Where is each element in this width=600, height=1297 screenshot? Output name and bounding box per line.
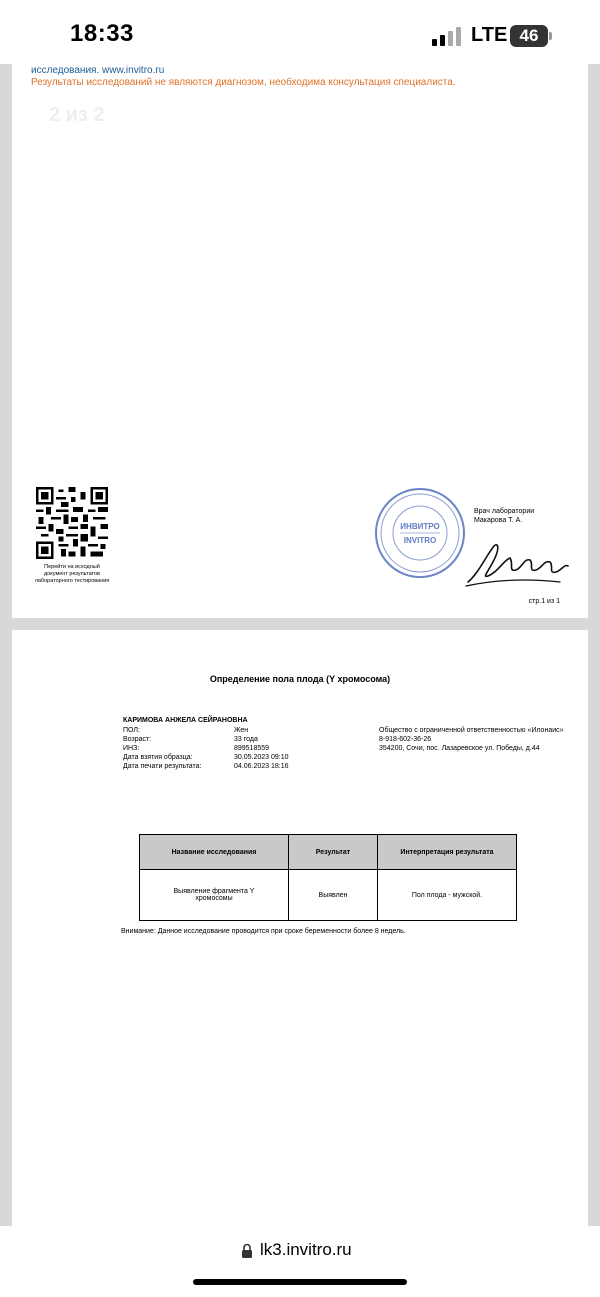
- cell-result: Выявлен: [289, 870, 378, 921]
- table-header-row: [140, 835, 517, 870]
- faint-page-counter: 2 из 2: [49, 104, 105, 126]
- lock-icon: [241, 1243, 253, 1259]
- status-bar: [0, 0, 600, 64]
- qr-code[interactable]: [36, 487, 108, 559]
- svg-text:INVITRO: INVITRO: [403, 536, 437, 545]
- invitro-link[interactable]: www.invitro.ru: [102, 65, 165, 76]
- notice-text: исследования. www.invitro.ru: [31, 65, 165, 76]
- cell-interpretation: Пол плода - мужской.: [378, 870, 517, 921]
- disclaimer-text: Результаты исследований не являются диагнозом, необходима консультация специалиста.: [31, 77, 456, 88]
- qr-caption: Перейти на исходный документ результатов лабораторного тестирования: [34, 564, 110, 584]
- doctor-signature: [464, 534, 572, 590]
- attention-note: Внимание: Данное исследование проводится при сроке беременности более 8 недель.: [121, 928, 406, 935]
- results-table: [139, 834, 517, 921]
- clinic-address: 354200, Сочи, пос. Лазаревское ул. Победы, д.44: [379, 745, 540, 752]
- column-header-interpretation: Интерпретация результата: [378, 835, 517, 870]
- clinic-info: [379, 726, 564, 753]
- patient-field-labels: ПОЛ: Возраст: ИНЗ: Дата взятия образца: Дата печати результата:: [123, 727, 202, 770]
- page-number: стр.1 из 1: [528, 598, 560, 605]
- cell-test-name: Выявление фрагмента Y хромосомы: [140, 870, 289, 921]
- clinic-phone: 8-918-602-36-26: [379, 736, 432, 743]
- patient-field-values: Жен 33 года 899518559 30.05.2023 09:10 04.06.2023 18:16: [234, 727, 289, 770]
- doctor-block: [474, 507, 534, 525]
- battery-icon: [510, 25, 552, 47]
- lab-stamp: [374, 487, 466, 579]
- network-type: LTE: [471, 24, 508, 46]
- browser-bottom-bar: [0, 1226, 600, 1297]
- signal-strength-icon: [432, 26, 464, 46]
- status-time: 18:33: [70, 20, 134, 47]
- svg-text:ИНВИТРО: ИНВИТРО: [400, 522, 440, 531]
- clinic-name: Общество с ограниченной ответственностью «Илонаис»: [379, 727, 564, 734]
- url-field[interactable]: lk3.invitro.ru: [260, 1240, 352, 1259]
- column-header-test: Название исследования: [140, 835, 289, 870]
- document-page-2: [12, 630, 588, 1226]
- column-header-result: Результат: [289, 835, 378, 870]
- table-row: [140, 870, 517, 921]
- document-title: Определение пола плода (Y хромосома): [209, 674, 391, 684]
- doctor-title: Врач лаборатории: [474, 508, 535, 515]
- battery-level: 46: [519, 26, 539, 45]
- doctor-name: Макарова Т. А.: [474, 517, 523, 524]
- home-indicator[interactable]: [193, 1279, 407, 1285]
- document-page-1: [12, 64, 588, 618]
- patient-name: КАРИМОВА АНЖЕЛА СЕЙРАНОВНА: [123, 717, 248, 724]
